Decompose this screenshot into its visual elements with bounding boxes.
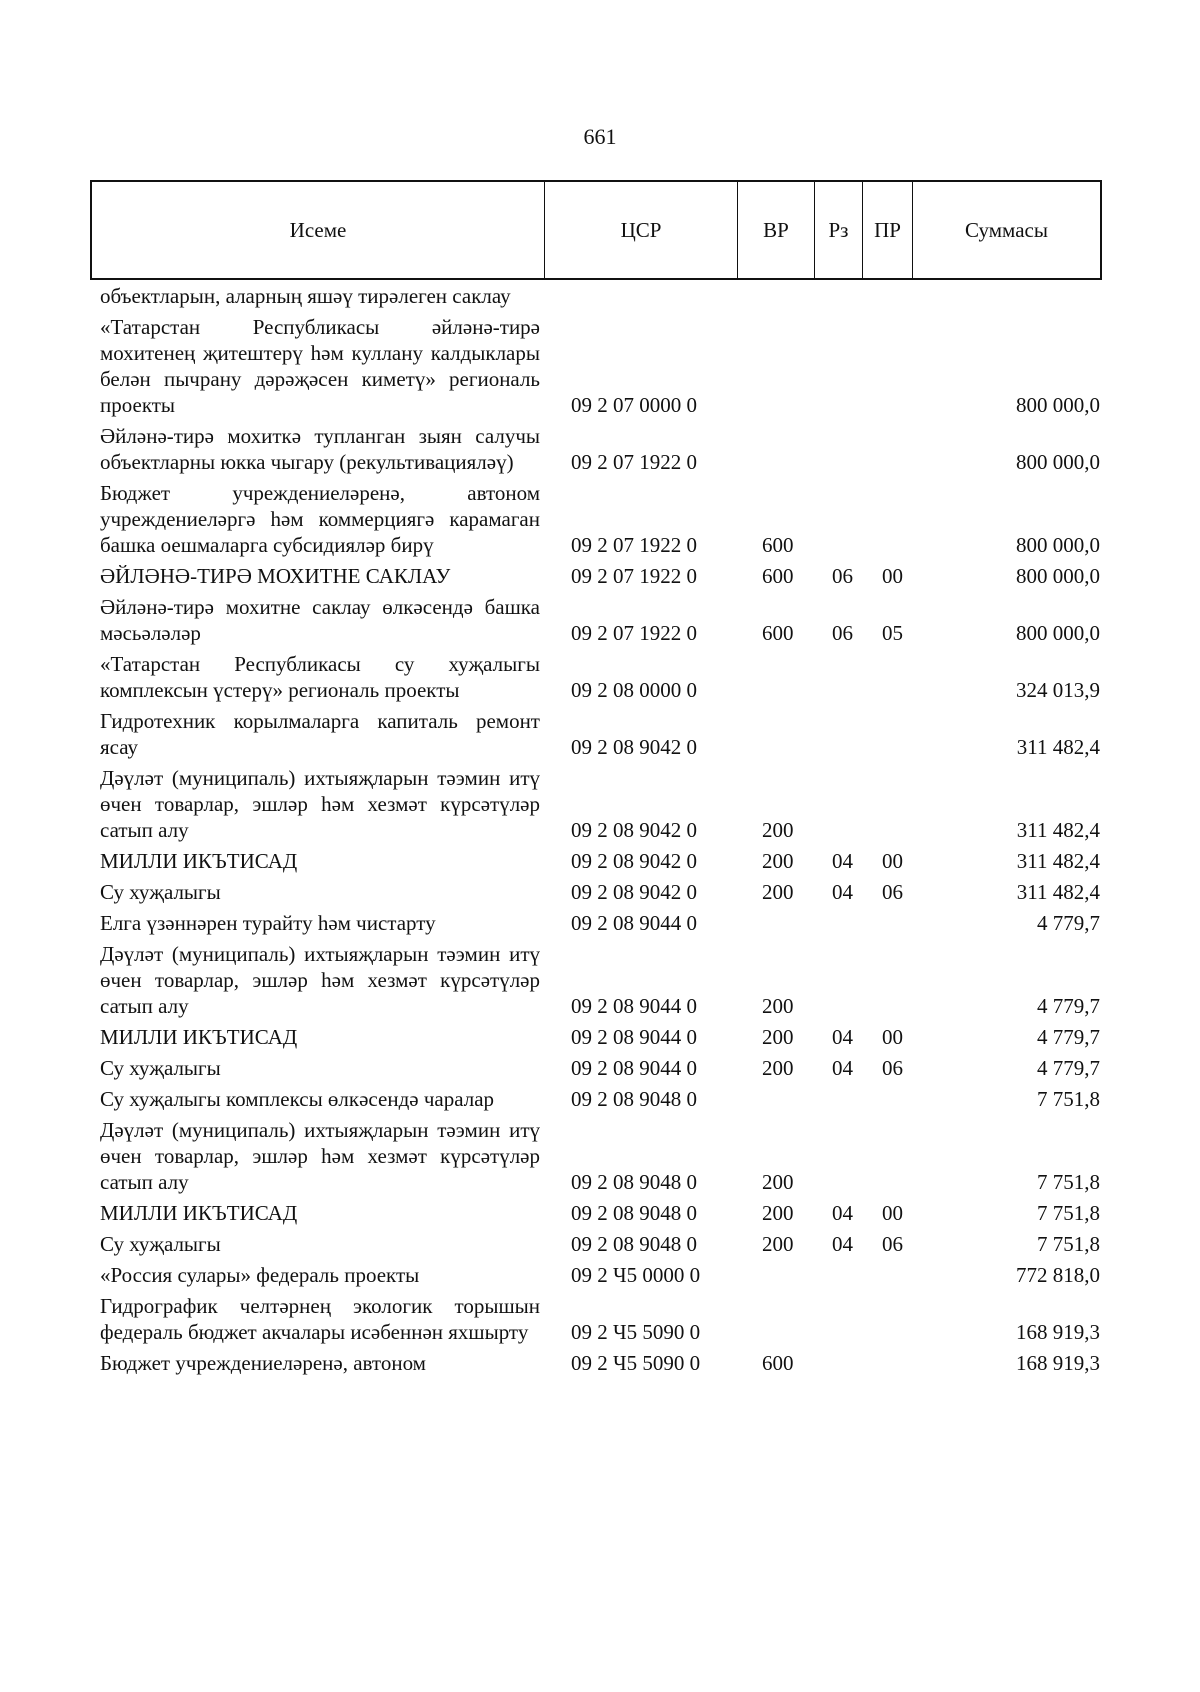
row-name: Дәүләт (муниципаль) ихтыяҗларын тәэмин итү өчен товарлар, эшләр һәм хезмәт күрсәтүләр сатып алу — [100, 1118, 540, 1194]
table-row — [100, 1117, 1100, 1195]
table-row — [100, 563, 1100, 589]
row-rz: 06 — [832, 621, 853, 645]
row-vr: 200 — [762, 1201, 794, 1225]
header-csr: ЦСР — [545, 182, 738, 278]
header-vr: ВР — [738, 182, 815, 278]
table-row — [100, 1024, 1100, 1050]
row-pr: 06 — [882, 1056, 903, 1080]
row-sum: 311 482,4 — [1016, 849, 1100, 873]
row-sum: 800 000,0 — [1016, 621, 1100, 645]
row-rz: 04 — [832, 849, 853, 873]
row-name: Әйләнә-тирә мохиткә тупланган зыян салучы объектларны юкка чыгару (рекультивацияләү) — [100, 424, 540, 474]
row-name: МИЛЛИ ИКЪТИСАД — [100, 1025, 298, 1049]
header-name: Исеме — [92, 182, 545, 278]
row-pr: 05 — [882, 621, 903, 645]
table-row — [100, 1231, 1100, 1257]
row-vr: 200 — [762, 1025, 794, 1049]
row-vr: 600 — [762, 1351, 794, 1375]
row-vr: 600 — [762, 564, 794, 588]
row-vr: 600 — [762, 533, 794, 557]
row-csr: 09 2 08 9044 0 — [571, 1025, 697, 1049]
row-rz: 04 — [832, 1025, 853, 1049]
row-sum: 7 751,8 — [1037, 1201, 1100, 1225]
row-csr: 09 2 08 9044 0 — [571, 911, 697, 935]
row-name: «Татарстан Республикасы әйләнә-тирә мохитенең җитештерү һәм куллану калдыклары белән пычрану дәрәҗәсен киметү» региональ проекты — [100, 315, 540, 417]
row-sum: 7 751,8 — [1037, 1170, 1100, 1194]
row-csr: 09 2 07 1922 0 — [571, 533, 697, 557]
table-row — [100, 1350, 1100, 1376]
row-csr: 09 2 07 1922 0 — [571, 564, 697, 588]
row-csr: 09 2 Ч5 5090 0 — [571, 1320, 701, 1344]
row-csr: 09 2 08 9042 0 — [571, 880, 697, 904]
row-name: ӘЙЛӘНӘ-ТИРӘ МОХИТНЕ САКЛАУ — [100, 564, 451, 588]
row-sum: 311 482,4 — [1016, 818, 1100, 842]
row-name: Дәүләт (муниципаль) ихтыяҗларын тәэмин итү өчен товарлар, эшләр һәм хезмәт күрсәтүләр сатып алу — [100, 766, 540, 842]
table-header — [90, 180, 1102, 280]
header-sum: Суммасы — [965, 217, 1048, 242]
table-row — [100, 1262, 1100, 1288]
row-name: Елга үзәннәрен турайту һәм чистарту — [100, 911, 436, 935]
row-pr: 00 — [882, 564, 903, 588]
row-pr: 06 — [882, 880, 903, 904]
row-rz: 04 — [832, 1056, 853, 1080]
row-sum: 800 000,0 — [1016, 393, 1100, 417]
row-vr: 200 — [762, 880, 794, 904]
row-vr: 200 — [762, 818, 794, 842]
table-row — [100, 314, 1100, 418]
table-row — [100, 848, 1100, 874]
row-name: МИЛЛИ ИКЪТИСАД — [100, 849, 298, 873]
row-sum: 168 919,3 — [1016, 1320, 1100, 1344]
row-csr: 09 2 08 9048 0 — [571, 1201, 697, 1225]
table-row — [100, 594, 1100, 646]
row-name: объектларын, аларның яшәү тирәлеген саклау — [100, 284, 511, 308]
row-sum: 7 751,8 — [1037, 1087, 1100, 1111]
row-sum: 4 779,7 — [1037, 994, 1100, 1018]
row-sum: 800 000,0 — [1016, 533, 1100, 557]
row-name: Әйләнә-тирә мохитне саклау өлкәсендә башка мәсьәләләр — [100, 595, 540, 645]
row-sum: 7 751,8 — [1037, 1232, 1100, 1256]
header-rz: Рз — [815, 182, 863, 278]
row-name: Су хуҗалыгы — [100, 880, 221, 904]
row-csr: 09 2 Ч5 0000 0 — [571, 1263, 701, 1287]
table-row — [100, 910, 1100, 936]
row-sum: 311 482,4 — [1016, 735, 1100, 759]
table-row — [100, 1200, 1100, 1226]
row-pr: 00 — [882, 849, 903, 873]
table-row — [100, 765, 1100, 843]
row-rz: 04 — [832, 880, 853, 904]
row-rz: 04 — [832, 1232, 853, 1256]
row-name: Бюджет учреждениеләренә, автоном учреждениеләргә һәм коммерциягә карамаган башка оешмаларга субсидияләр бирү — [100, 481, 540, 557]
row-csr: 09 2 08 9048 0 — [571, 1087, 697, 1111]
row-csr: 09 2 08 9042 0 — [571, 735, 697, 759]
row-sum: 168 919,3 — [1016, 1351, 1100, 1375]
row-name: Гидротехник корылмаларга капиталь ремонт ясау — [100, 709, 540, 759]
row-name: Гидрографик челтәрнең экологик торышын федераль бюджет акчалары исәбеннән яхшырту — [100, 1294, 540, 1344]
row-name: Дәүләт (муниципаль) ихтыяҗларын тәэмин итү өчен товарлар, эшләр һәм хезмәт күрсәтүләр сатып алу — [100, 942, 540, 1018]
row-pr: 00 — [882, 1025, 903, 1049]
row-vr: 200 — [762, 849, 794, 873]
row-name: МИЛЛИ ИКЪТИСАД — [100, 1201, 298, 1225]
page-number: 661 — [583, 124, 617, 149]
row-name: «Россия сулары» федераль проекты — [100, 1263, 420, 1287]
header-pr: ПР — [863, 182, 913, 278]
row-csr: 09 2 07 1922 0 — [571, 621, 697, 645]
row-sum: 4 779,7 — [1037, 1025, 1100, 1049]
row-sum: 311 482,4 — [1016, 880, 1100, 904]
row-name: Су хуҗалыгы — [100, 1232, 221, 1256]
table-row — [100, 651, 1100, 703]
row-csr: 09 2 07 1922 0 — [571, 450, 697, 474]
row-sum: 800 000,0 — [1016, 450, 1100, 474]
row-vr: 200 — [762, 1056, 794, 1080]
row-csr: 09 2 08 9042 0 — [571, 849, 697, 873]
row-name: Бюджет учреждениеләренә, автоном — [100, 1351, 426, 1375]
table-row — [100, 708, 1100, 760]
row-csr: 09 2 08 0000 0 — [571, 678, 697, 702]
row-name: Су хуҗалыгы — [100, 1056, 221, 1080]
table-row — [100, 1293, 1100, 1345]
row-name: «Татарстан Республикасы су хуҗалыгы комплексын үстерү» региональ проекты — [100, 652, 540, 702]
table-row — [100, 423, 1100, 475]
table-body — [100, 283, 1100, 1381]
row-vr: 200 — [762, 994, 794, 1018]
row-vr: 600 — [762, 621, 794, 645]
row-csr: 09 2 08 9042 0 — [571, 818, 697, 842]
row-csr: 09 2 07 0000 0 — [571, 393, 697, 417]
row-rz: 04 — [832, 1201, 853, 1225]
row-name: Су хуҗалыгы комплексы өлкәсендә чаралар — [100, 1087, 495, 1111]
table-row — [100, 480, 1100, 558]
row-sum: 800 000,0 — [1016, 564, 1100, 588]
row-csr: 09 2 08 9048 0 — [571, 1170, 697, 1194]
row-vr: 200 — [762, 1170, 794, 1194]
row-rz: 06 — [832, 564, 853, 588]
table-row — [100, 1055, 1100, 1081]
row-csr: 09 2 08 9044 0 — [571, 994, 697, 1018]
table-row — [100, 283, 1100, 309]
row-csr: 09 2 08 9044 0 — [571, 1056, 697, 1080]
row-vr: 200 — [762, 1232, 794, 1256]
row-pr: 00 — [882, 1201, 903, 1225]
row-sum: 4 779,7 — [1037, 911, 1100, 935]
table-row — [100, 879, 1100, 905]
row-sum: 4 779,7 — [1037, 1056, 1100, 1080]
row-csr: 09 2 08 9048 0 — [571, 1232, 697, 1256]
table-row — [100, 1086, 1100, 1112]
row-sum: 772 818,0 — [1016, 1263, 1100, 1287]
table-row — [100, 941, 1100, 1019]
row-pr: 06 — [882, 1232, 903, 1256]
row-sum: 324 013,9 — [1016, 678, 1100, 702]
row-csr: 09 2 Ч5 5090 0 — [571, 1351, 701, 1375]
